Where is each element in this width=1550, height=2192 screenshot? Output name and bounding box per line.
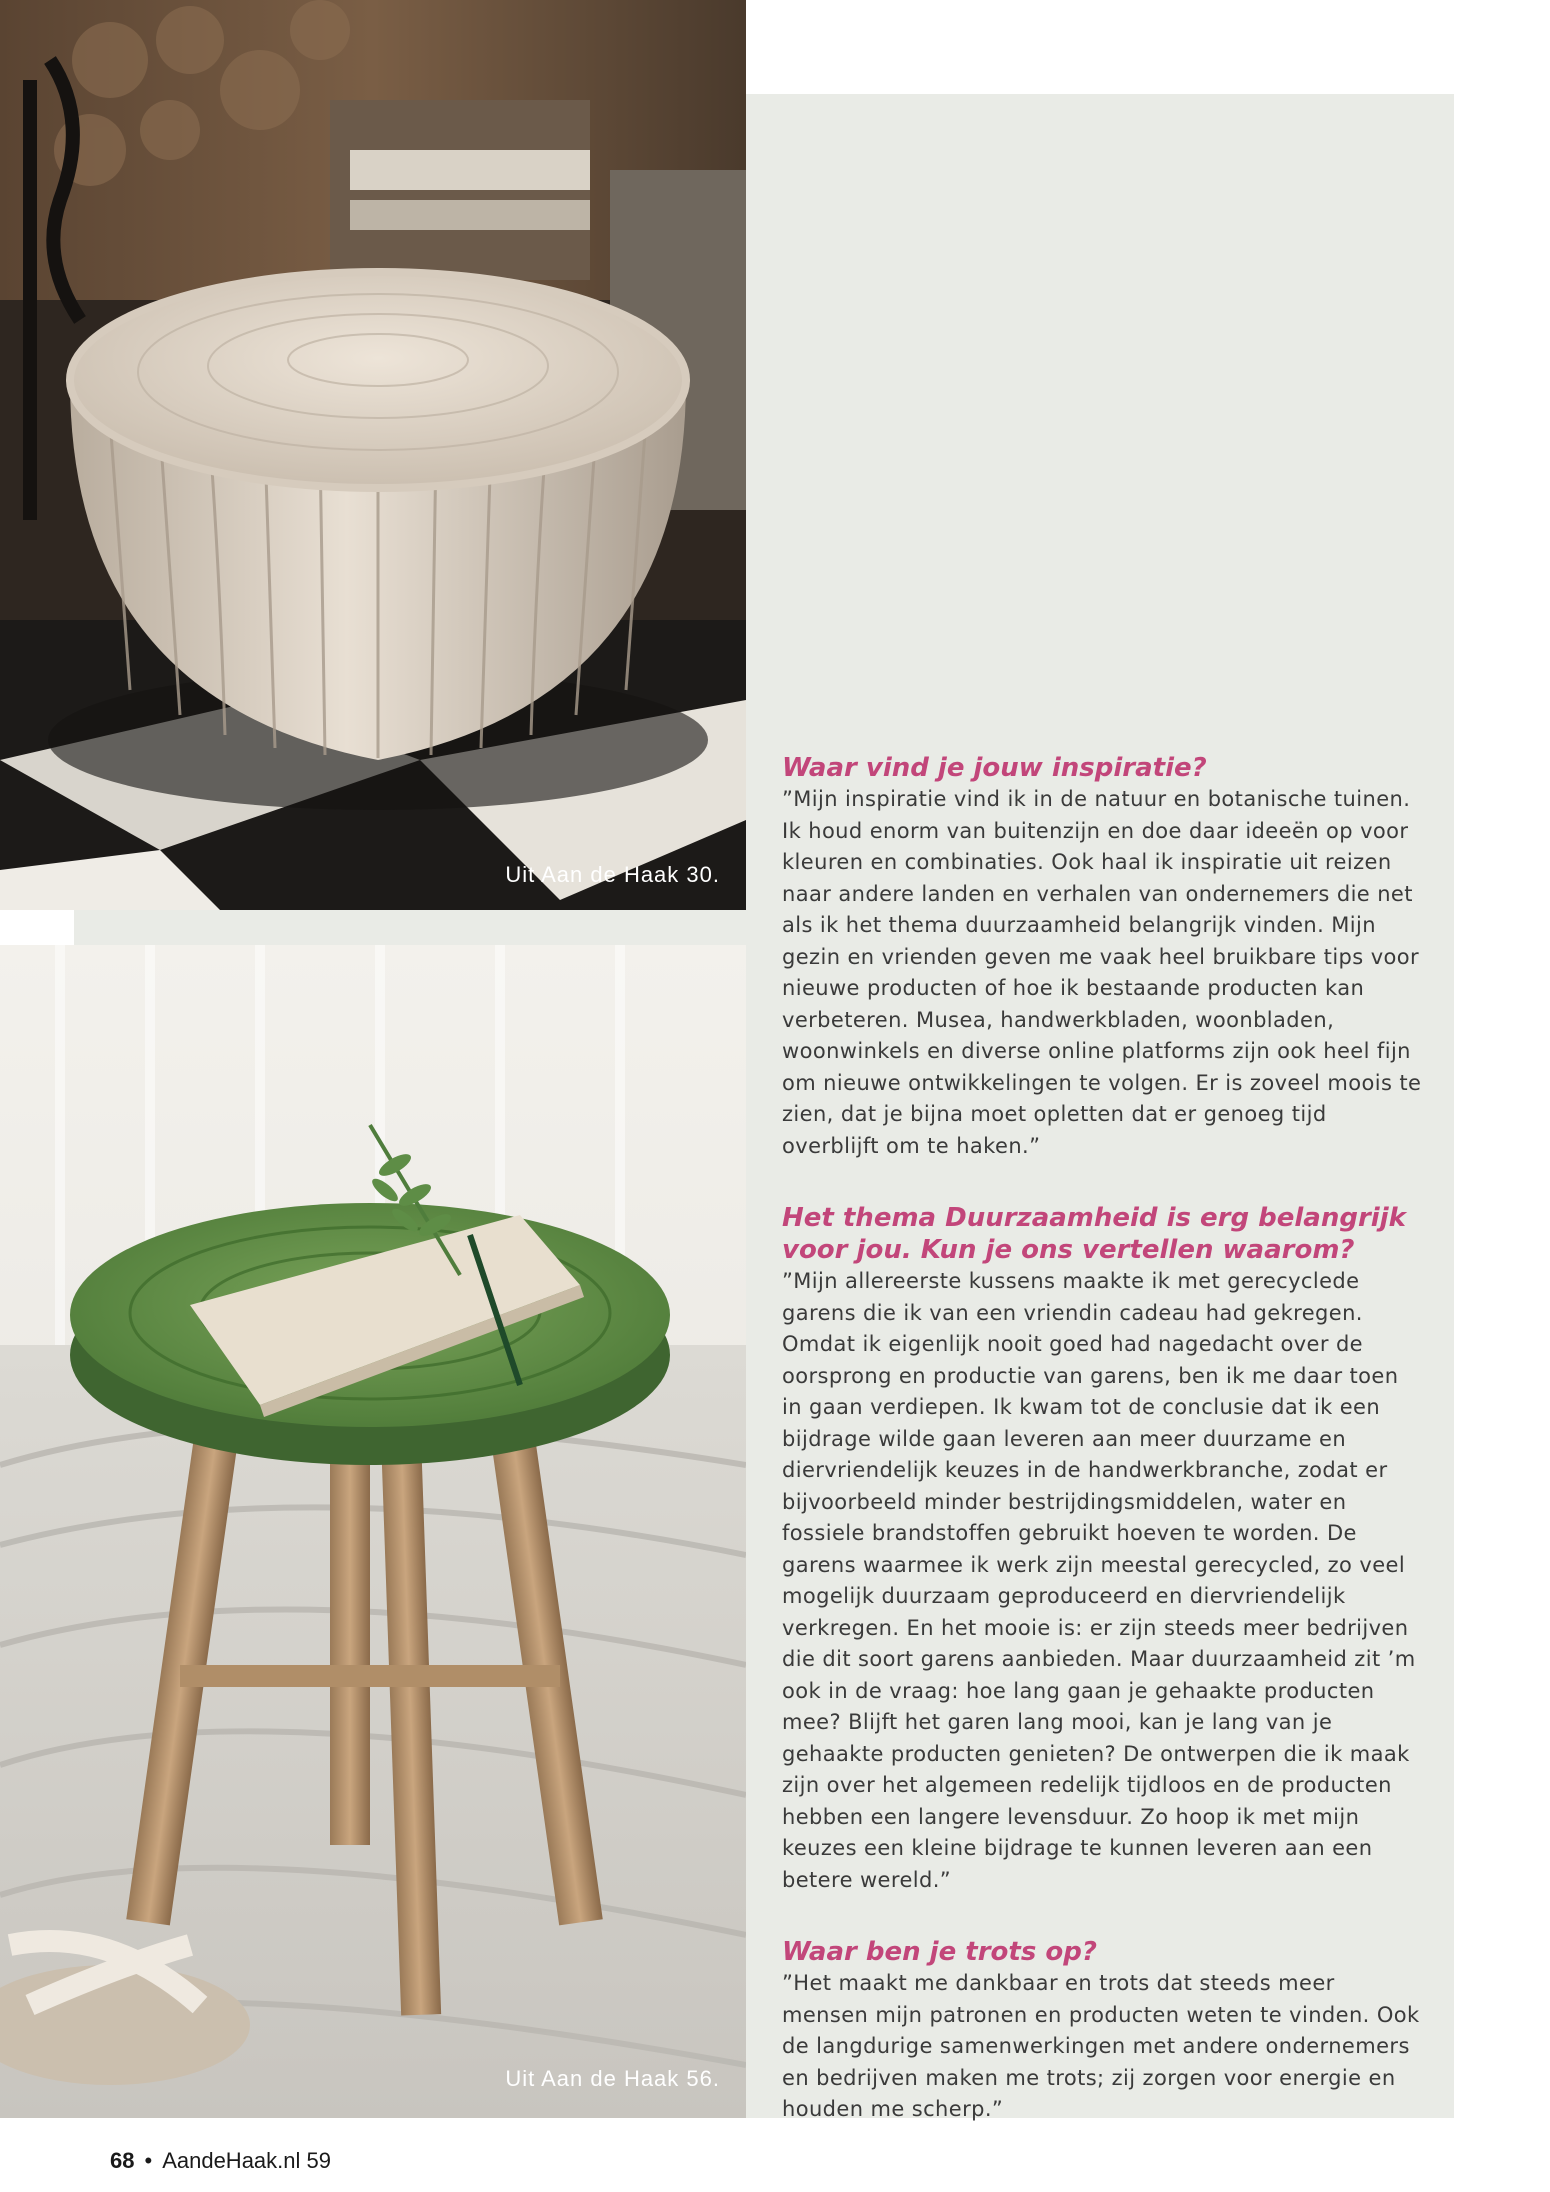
publication-name: AandeHaak.nl 59 xyxy=(162,2148,331,2173)
caption-bottom-photo: Uit Aan de Haak 56. xyxy=(505,2066,720,2091)
page-footer xyxy=(110,2148,331,2174)
section-body-inspiration: ”Mijn inspiratie vind ik in de natuur en botanische tuinen. Ik houd enorm van buitenzijn en doe daar ideeën op voor kleuren en combinaties. Ook haal ik inspiratie uit reizen naar andere landen en verhalen van ondernemers die net als ik het thema duurzaamheid belangrijk vinden. Mijn gezin en vrienden geven me vaak heel bruikbare tips voor nieuwe producten of hoe ik bestaande producten kan verbeteren. Musea, handwerkbladen, woonbladen, woonwinkels en diverse online platforms zijn ook heel fijn om nieuwe ontwikkelingen te volgen. Er is zoveel moois te zien, dat je bijna moet opletten dat er genoeg tijd overblijft om te haken.” xyxy=(782,787,1422,1158)
footer-separator: • xyxy=(144,2148,153,2173)
pouf-illustration xyxy=(0,0,746,910)
caption-top-photo: Uit Aan de Haak 30. xyxy=(505,862,720,887)
section-heading-sustainability: Het thema Duurzaamheid is erg belangrijk voor jou. Kun je ons vertellen waarom? xyxy=(782,1203,1406,1265)
page-number: 68 xyxy=(110,2148,135,2173)
section-heading-inspiration: Waar vind je jouw inspiratie? xyxy=(782,753,1207,783)
section-body-proud: ”Het maakt me dankbaar en trots dat steeds meer mensen mijn patronen en producten weten te vinden. Ook de langdurige samenwerkingen met andere ondernemers en bedrijven maken me trots; zij zorgen voor energie en houden me scherp.” xyxy=(782,1971,1420,2121)
photo-crochet-pouf xyxy=(0,0,746,910)
section-heading-proud: Waar ben je trots op? xyxy=(782,1937,1097,1967)
photo-crochet-stool xyxy=(0,945,746,2118)
section-body-sustainability: ”Mijn allereerste kussens maakte ik met gerecyclede garens die ik van een vriendin cadeau had gekregen. Omdat ik eigenlijk nooit goed had nagedacht over de oorsprong en productie van garens, ben ik me daar toen in gaan verdiepen. Ik kwam tot de conclusie dat ik een bijdrage wilde gaan leveren aan meer duurzame en diervriendelijk keuzes in de handwerkbranche, zodat er bijvoorbeeld minder bestrijdingsmiddelen, water en fossiele brandstoffen gebruikt hoeven te worden. De garens waarmee ik werk zijn meestal gerecycled, zo veel mogelijk duurzaam geproduceerd en diervriendelijk verkregen. En het mooie is: er zijn steeds meer bedrijven die dit soort garens aanbieden. Maar duurzaamheid zit ’m ook in de vraag: hoe lang gaan je gehaakte producten mee? Blijft het garen lang mooi, kan je lang van je gehaakte producten genieten? De ontwerpen die ik maak zijn over het algemeen redelijk tijdloos en de producten hebben een langere levensduur. Zo hoop ik met mijn keuzes een kleine bijdrage te kunnen leveren aan een betere wereld.” xyxy=(782,1269,1416,1892)
interview-article xyxy=(782,752,1422,2126)
stool-illustration xyxy=(0,945,746,2118)
